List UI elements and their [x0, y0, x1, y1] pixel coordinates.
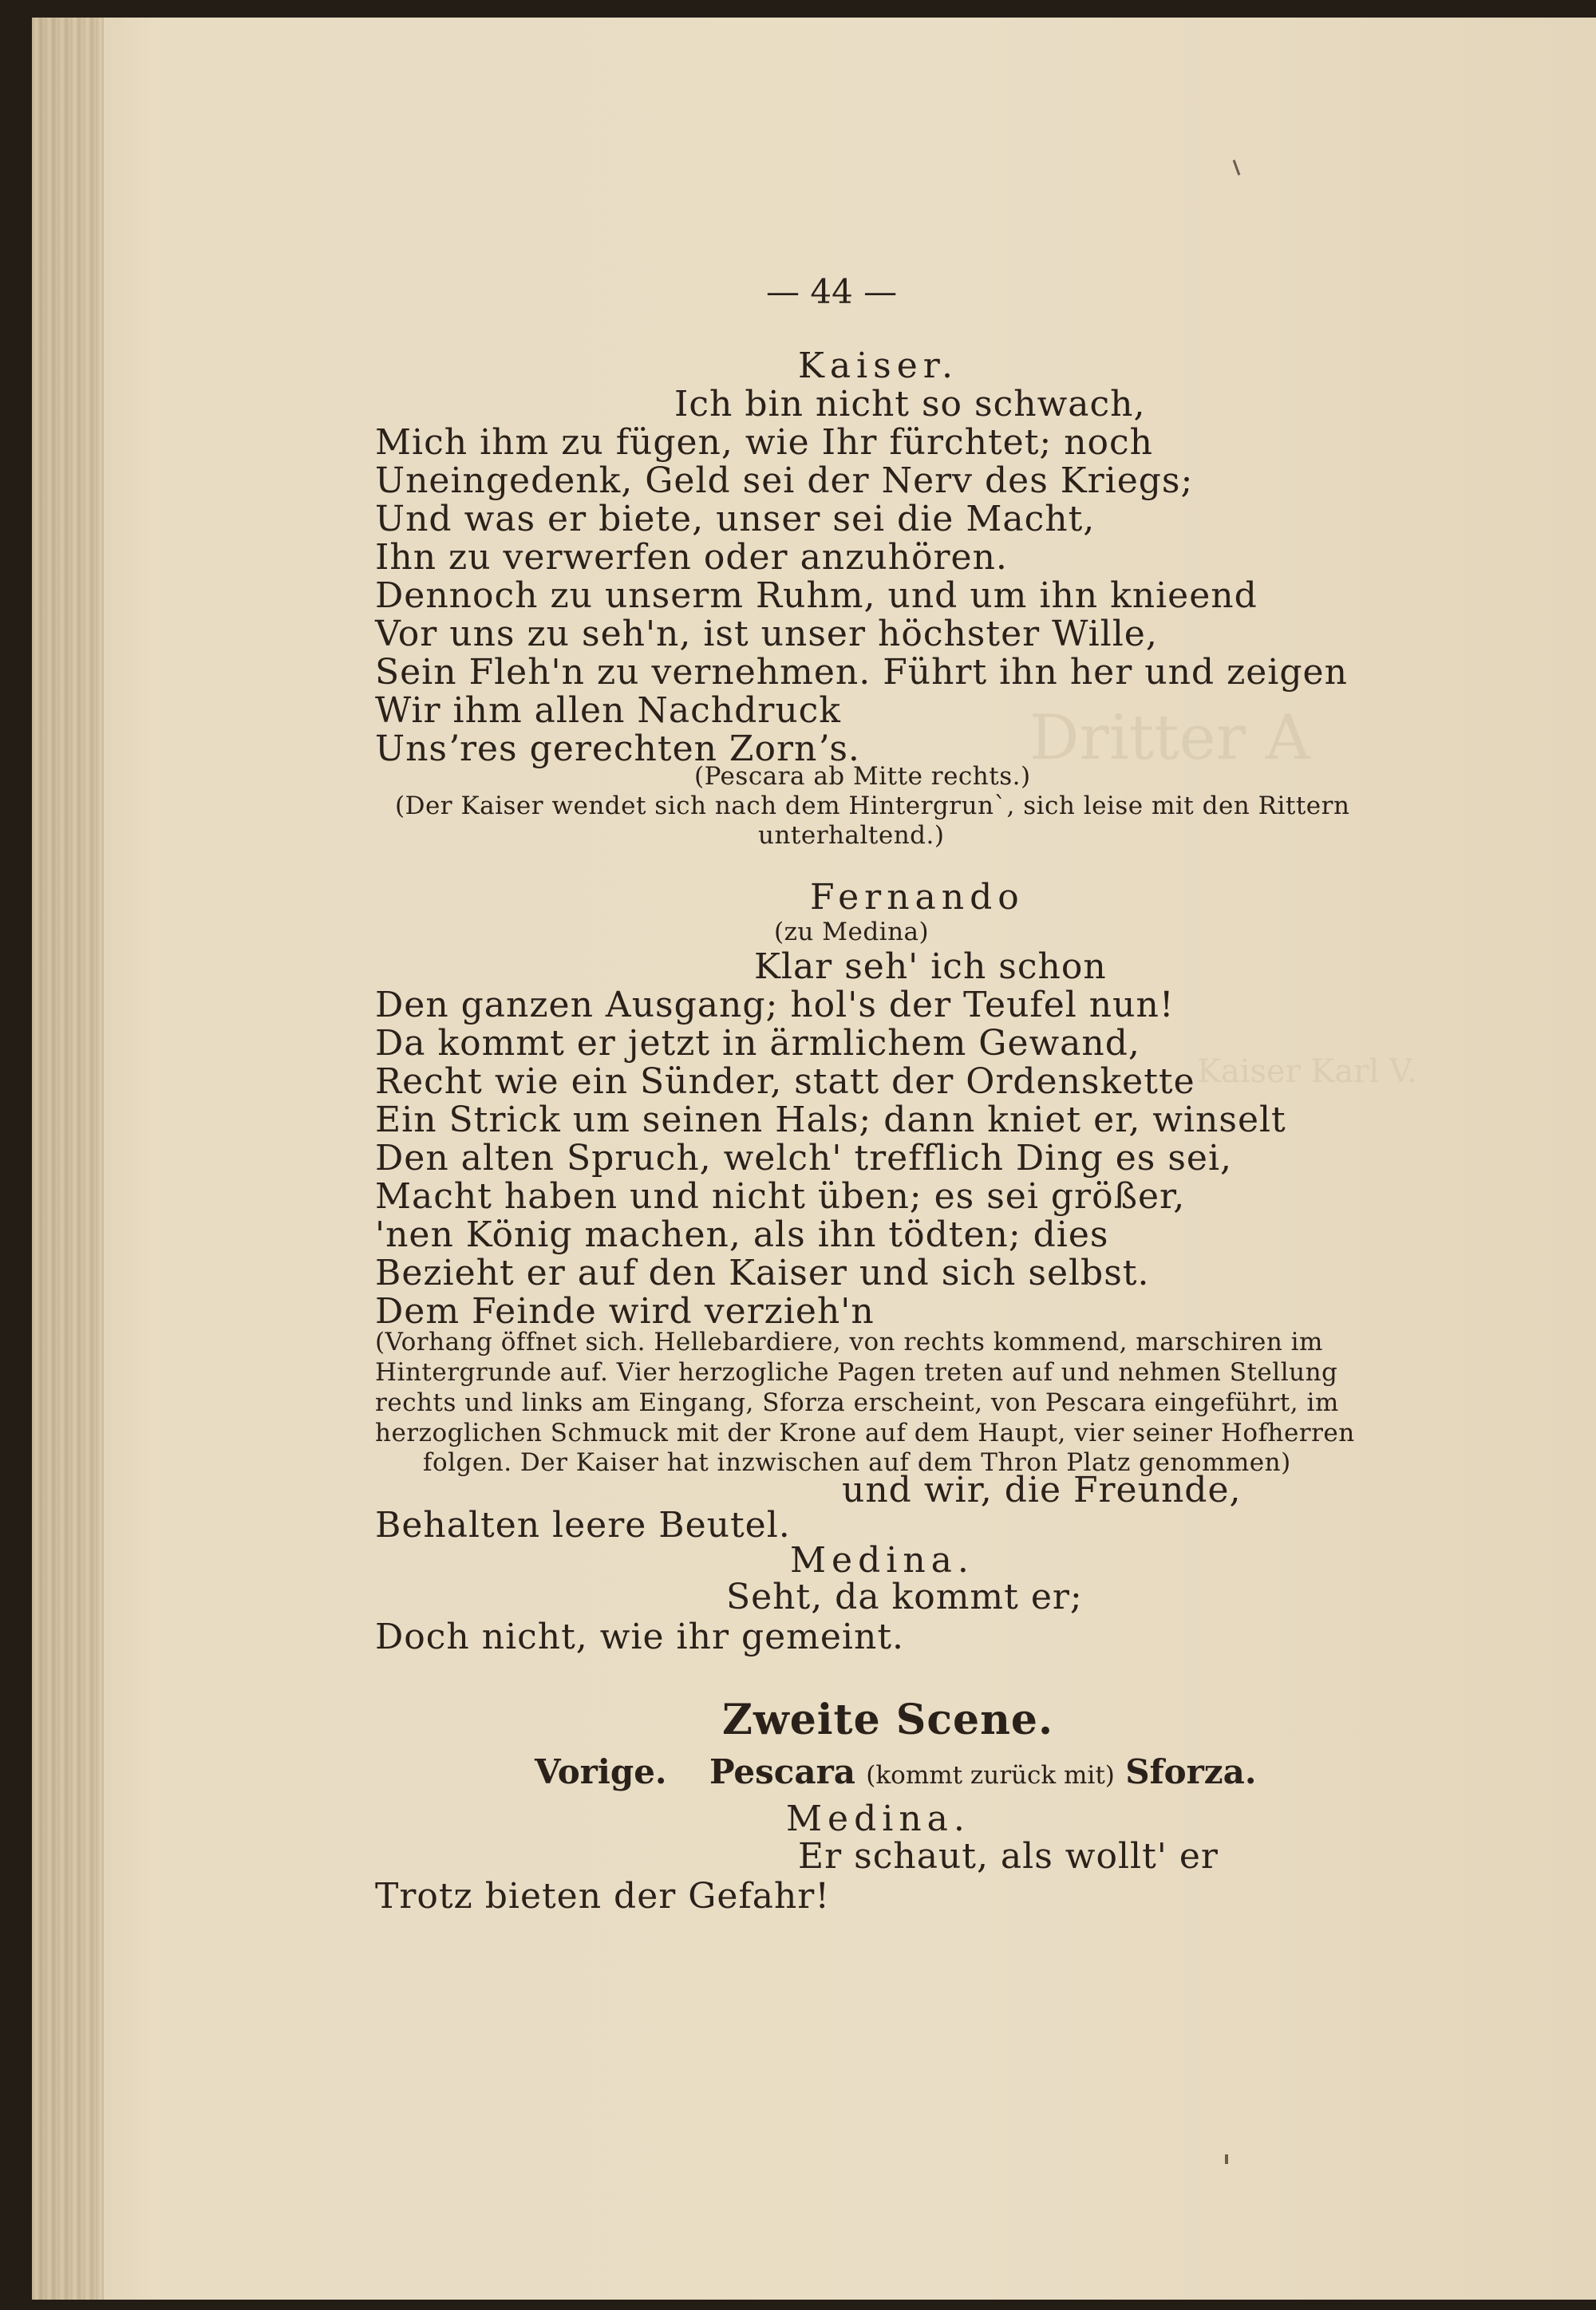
stage-direction: herzoglichen Schmuck mit der Krone auf dem Haupt, vier seiner Hofherren	[375, 1419, 1355, 1447]
stage-direction: (Pescara ab Mitte rechts.)	[694, 762, 1031, 791]
ink-mark	[1225, 2154, 1228, 2164]
stage-note: (kommt zurück mit)	[866, 1761, 1115, 1790]
verse-line: Seht, da kommt er;	[726, 1577, 1083, 1617]
stage-direction: (zu Medina)	[774, 918, 930, 946]
verse-line: Uneingedenk, Geld sei der Nerv des Kriegs;	[375, 460, 1194, 501]
speaker-name: Kaiser.	[798, 346, 958, 386]
verse-line: und wir, die Freunde,	[842, 1470, 1242, 1510]
speaker-name: Medina.	[786, 1799, 970, 1839]
characters-previous: Vorige.	[535, 1752, 667, 1791]
bleed-through-text: Kaiser Karl V.	[1197, 1053, 1417, 1090]
scene-characters	[535, 1752, 1257, 1791]
verse-line: Er schaut, als wollt' er	[798, 1836, 1219, 1877]
verse-line: Und was er biete, unser sei die Macht,	[375, 499, 1096, 539]
verse-line: Unsʼres gerechten Zornʼs.	[375, 729, 860, 769]
verse-line: Macht haben und nicht üben; es sei größer,	[375, 1176, 1186, 1217]
verse-line: Mich ihm zu fügen, wie Ihr fürchtet; noch	[375, 422, 1154, 463]
speaker-name: Medina.	[790, 1540, 974, 1581]
verse-line: Ihn zu verwerfen oder anzuhören.	[375, 537, 1008, 578]
verse-line: Den ganzen Ausgang; hol's der Teufel nun!	[375, 985, 1175, 1025]
verse-line: Wir ihm allen Nachdruck	[375, 690, 841, 731]
verse-line: Dem Feinde wird verzieh'n	[375, 1291, 875, 1332]
stage-direction: folgen. Der Kaiser hat inzwischen auf dem Thron Platz genommen)	[423, 1448, 1291, 1477]
page-edges	[32, 18, 104, 2300]
stage-direction: unterhaltend.)	[758, 821, 945, 850]
page-number: — 44 —	[766, 272, 898, 311]
verse-line: Recht wie ein Sünder, statt der Ordenskette	[375, 1061, 1195, 1102]
verse-line: Doch nicht, wie ihr gemeint.	[375, 1617, 905, 1657]
verse-line: Da kommt er jetzt in ärmlichem Gewand,	[375, 1023, 1140, 1064]
verse-line: Ich bin nicht so schwach,	[674, 384, 1146, 424]
scene-heading: Zweite Scene.	[722, 1696, 1054, 1744]
verse-line: 'nen König machen, als ihn tödten; dies	[375, 1214, 1109, 1255]
character-pescara: Pescara	[709, 1752, 855, 1791]
stage-direction: (Der Kaiser wendet sich nach dem Hintergrun`, sich leise mit den Rittern	[395, 792, 1350, 820]
verse-line: Den alten Spruch, welch' trefflich Ding es sei,	[375, 1138, 1233, 1179]
verse-line: Bezieht er auf den Kaiser und sich selbst.	[375, 1253, 1150, 1293]
verse-line: Klar seh' ich schon	[754, 946, 1107, 987]
stage-direction: (Vorhang öffnet sich. Hellebardiere, von rechts kommend, marschiren im	[375, 1328, 1323, 1356]
bleed-through-text: Dritter A	[1029, 702, 1311, 774]
stage-direction: Hintergrunde auf. Vier herzogliche Pagen treten auf und nehmen Stellung	[375, 1358, 1338, 1387]
verse-line: Trotz bieten der Gefahr!	[375, 1876, 831, 1917]
verse-line: Ein Strick um seinen Hals; dann kniet er, winselt	[375, 1100, 1286, 1140]
speaker-name: Fernando	[810, 877, 1025, 918]
verse-line: Dennoch zu unserm Ruhm, und um ihn knieend	[375, 575, 1258, 616]
character-sforza: Sforza.	[1125, 1752, 1257, 1791]
verse-line: Sein Fleh'n zu vernehmen. Führt ihn her und zeigen	[375, 652, 1348, 693]
verse-line: Behalten leere Beutel.	[375, 1505, 791, 1546]
verse-line: Vor uns zu seh'n, ist unser höchster Wille,	[375, 614, 1158, 654]
stage-direction: rechts und links am Eingang, Sforza erscheint, von Pescara eingeführt, im	[375, 1388, 1339, 1417]
